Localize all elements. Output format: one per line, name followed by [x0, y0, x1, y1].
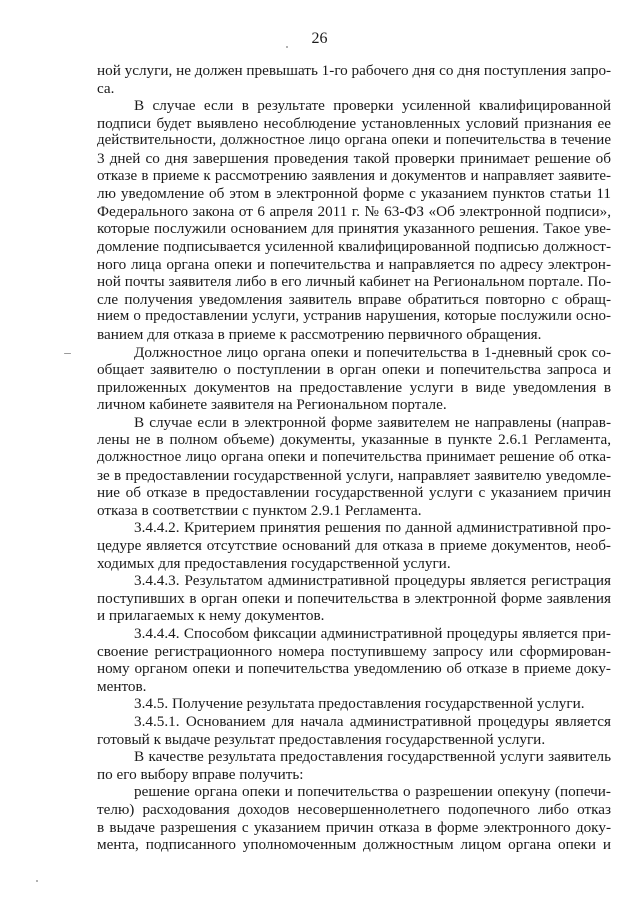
- text-line: нием о предоставлении услуги, устранив нарушения, которые послужили осно-: [97, 308, 611, 325]
- text-line: ной почты заявителя либо в его личный кабинет на Региональном портале. По-: [97, 273, 611, 291]
- text-line: В качестве результата предоставления государственной услуги заявитель: [134, 748, 611, 766]
- text-line: отказе в приеме к рассмотрению заявления и документов и направляет заявите-: [97, 167, 611, 184]
- text-line: са.: [97, 79, 115, 97]
- text-line: приложенных документов на предоставление услуги в виде уведомления в: [97, 378, 611, 396]
- text-line: цедуре является отсутствие оснований для отказа в приеме документов, необ-: [97, 537, 611, 555]
- text-line: личном кабинете заявителя на Региональном портале.: [97, 396, 447, 414]
- text-line: подписи будет выявлено несоблюдение установленных условий признания ее: [97, 114, 611, 132]
- text-line: лю уведомление об этом в электронной форме с указанием пунктов статьи 11: [97, 185, 611, 203]
- scan-speck: [64, 353, 71, 354]
- text-line: ной услуги, не должен превышать 1-го рабочего дня со дня поступления запро-: [97, 62, 612, 79]
- text-line: и прилагаемых к нему документов.: [97, 607, 325, 625]
- text-line: Должностное лицо органа опеки и попечительства в 1-дневный срок со-: [134, 343, 611, 361]
- text-line: действительности, должностное лицо органа опеки и попечительства в течение: [97, 132, 611, 149]
- text-line: общает заявителю о поступлении в орган опеки и попечительства запроса и: [97, 361, 611, 379]
- text-line: готовый к выдаче результат предоставления государственной услуги.: [97, 730, 546, 748]
- text-line: телю) расходования доходов несовершеннолетнего подопечного либо отказ: [97, 800, 611, 818]
- text-line: мента, подписанного уполномоченным должностным лицом органа опеки и: [97, 836, 611, 854]
- text-line: 3.4.4.4. Способом фиксации административной процедуры является при-: [134, 625, 611, 642]
- text-line: зе в предоставлении государственной услуги, направляет заявителю уведомле-: [97, 466, 611, 484]
- text-line: отказа в соответствии с пунктом 2.9.1 Регламента.: [97, 501, 422, 519]
- text-line: 3.4.5.1. Основанием для начала административной процедуры является: [134, 712, 611, 730]
- text-line: ние об отказе в предоставлении государственной услуги с указанием причин: [97, 484, 611, 502]
- text-line: сле получения уведомления заявитель вправе обратиться повторно с обращ-: [97, 290, 611, 308]
- text-line: 3.4.4.2. Критерием принятия решения по данной административной про-: [134, 519, 611, 537]
- text-line: 3.4.4.3. Результатом административной процедуры является регистрация: [134, 572, 611, 590]
- text-line: 3.4.5. Получение результата предоставления государственной услуги.: [134, 695, 585, 713]
- text-line: ванием для отказа в приеме к рассмотрению первичного обращения.: [97, 325, 542, 343]
- text-line: ного лица органа опеки и попечительства и направляется по адресу электрон-: [97, 255, 611, 273]
- text-line: которые послужили основанием для принятия указанного решения. Такое уве-: [97, 220, 611, 238]
- text-line: своение регистрационного номера поступившему запросу или сформирован-: [97, 642, 611, 660]
- scan-speck: [36, 880, 38, 882]
- text-line: ному органом опеки и попечительства уведомлению об отказе в приеме доку-: [97, 660, 611, 678]
- text-line: в выдаче разрешения с указанием причин отказа в форме электронного доку-: [97, 818, 611, 836]
- text-line: поступивших в орган опеки и попечительства в электронной форме заявления: [97, 589, 611, 607]
- body-text: [97, 62, 611, 854]
- text-line: должностное лицо органа опеки и попечительства принимает решение об отка-: [97, 449, 611, 466]
- text-line: домление подписывается усиленной квалифицированной подписью должност-: [97, 237, 611, 255]
- text-line: лены не в полном объеме) документы, указанные в пункте 2.6.1 Регламента,: [97, 431, 611, 449]
- text-line: Федерального закона от 6 апреля 2011 г. № 63-ФЗ «Об электронной подписи»,: [97, 202, 611, 220]
- text-line: ходимых для предоставления государственной услуги.: [97, 554, 451, 572]
- text-line: В случае если в электронной форме заявителем не направлены (направ-: [134, 413, 611, 431]
- text-line: ментов.: [97, 677, 147, 695]
- page-number: 26: [311, 30, 328, 47]
- text-line: решение органа опеки и попечительства о разрешении опекуну (попечи-: [134, 783, 611, 801]
- text-line: по его выбору вправе получить:: [97, 765, 304, 783]
- text-line: 3 дней со дня завершения проведения такой проверки принимает решение об: [97, 149, 611, 167]
- scan-speck: [286, 46, 288, 48]
- text-line: В случае если в результате проверки усиленной квалифицированной: [134, 97, 611, 115]
